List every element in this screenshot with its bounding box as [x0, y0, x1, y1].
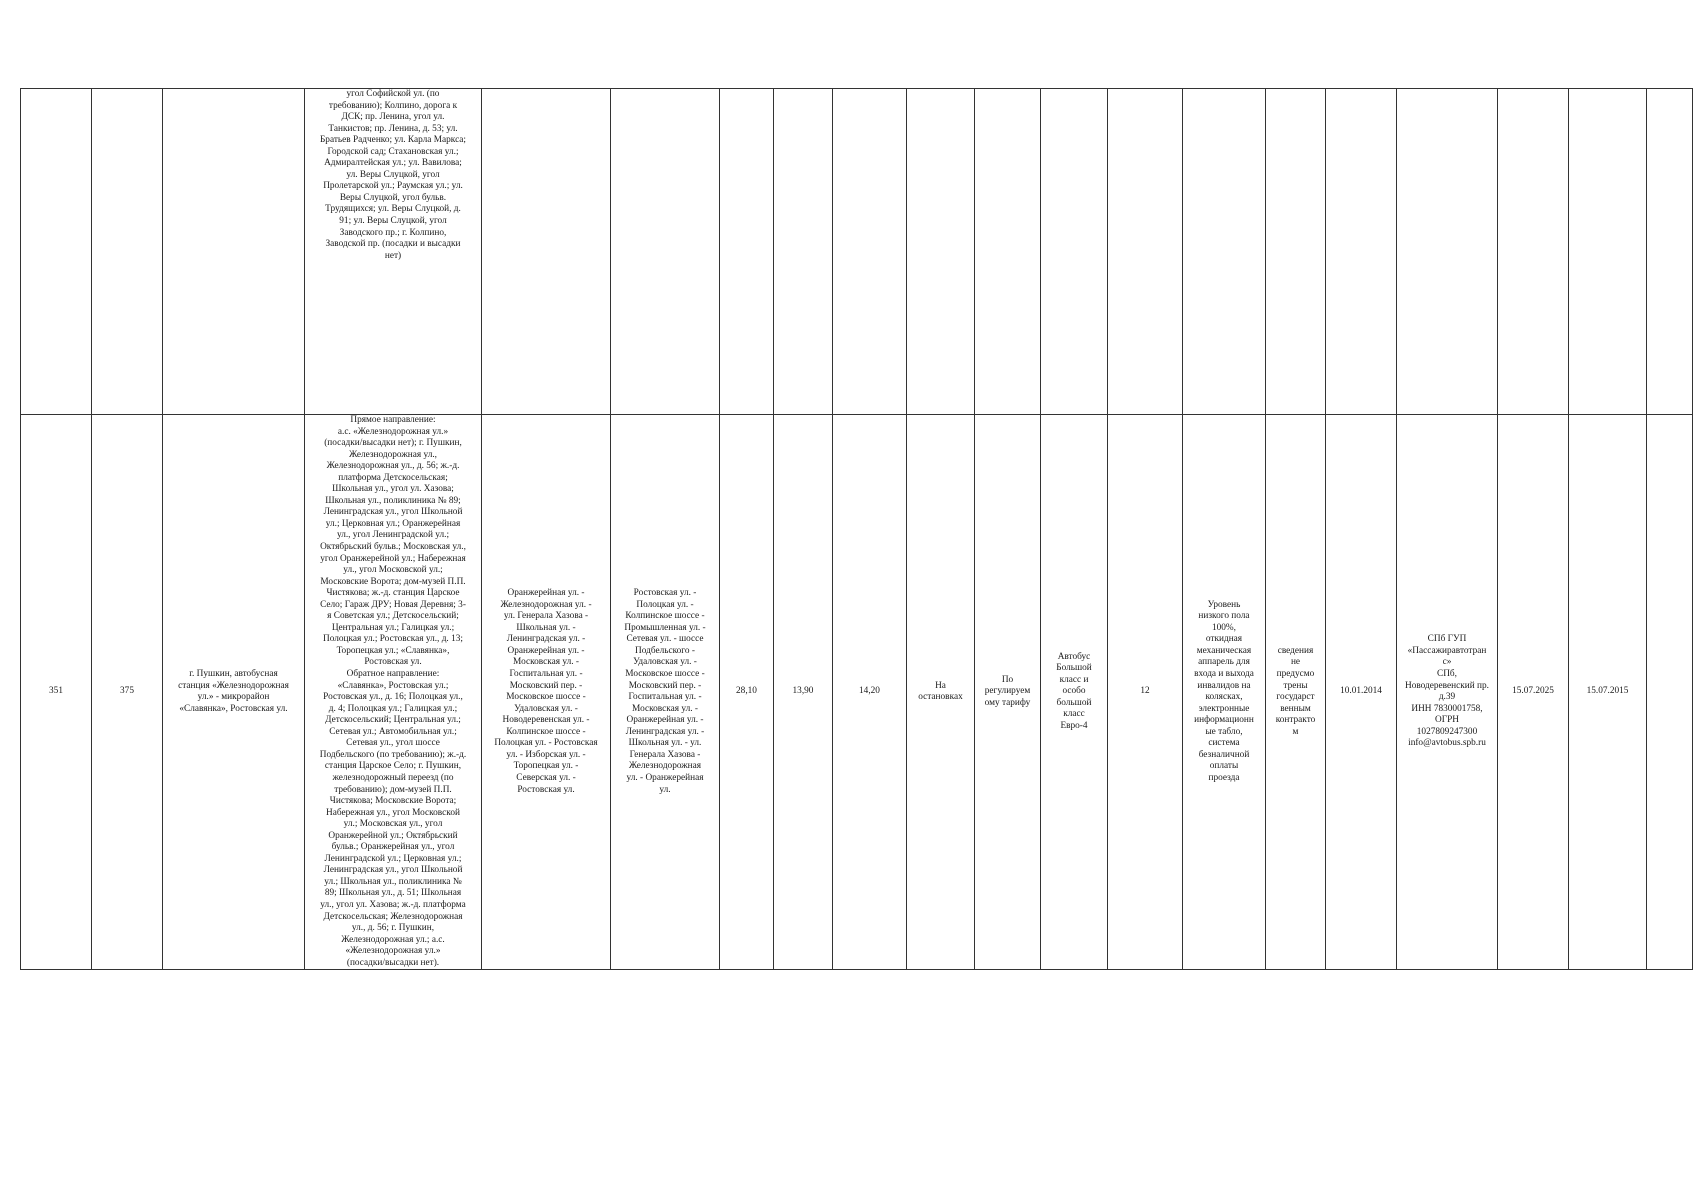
cell-empty: [774, 89, 833, 415]
carrier-cell: СПб ГУП «Пассажиравтотран с» СПб, Новодеревенский пр. д.39 ИНН 7830001758, ОГРН 1027809247300 info@avtobus.spb.ru: [1397, 415, 1498, 970]
cell-empty: [833, 89, 907, 415]
cell-empty: [611, 89, 720, 415]
length-reverse-cell: 14,20: [833, 415, 907, 970]
route-register-table: [20, 88, 1693, 970]
cell-empty: [907, 89, 975, 415]
reg-number-cell: 351: [21, 415, 92, 970]
date-cell-1: 15.07.2025: [1498, 415, 1569, 970]
cell-empty: [1041, 89, 1108, 415]
route-name-cell: г. Пушкин, автобусная станция «Железнодорожная ул.» - микрорайон «Славянка», Ростовская ул.: [163, 415, 305, 970]
cell-empty: [975, 89, 1041, 415]
streets-reverse-cell: Ростовская ул. - Полоцкая ул. - Колпинское шоссе - Промышленная ул. - Сетевая ул. - шоссе Подбельского - Удаловская ул. - Московское шоссе - Московский пер. - Госпитальная ул. - Московская ул. - Оранжерейная ул. - Ленинградская ул. - Школьная ул. - ул. Генерала Хазова - Железнодорожная ул. - Оранжерейная ул.: [611, 415, 720, 970]
cell-empty: [1108, 89, 1183, 415]
continuation-row: [21, 89, 1693, 415]
date-cell-2: 15.07.2015: [1569, 415, 1647, 970]
vehicle-count-cell: 12: [1108, 415, 1183, 970]
cell-empty: [1569, 89, 1647, 415]
stops-cell: Прямое направление: а.с. «Железнодорожная ул.» (посадки/высадки нет); г. Пушкин, Железнодорожная ул., Железнодорожная ул., д. 56; ж.-д. платформа Детскосельская; Школьная ул., угол ул. Хазова; Школьная ул., поликлиника № 89; Ленинградская ул., угол Школьной ул.; Церковная ул.; Оранжерейная ул., угол Ленинградской ул.; Октябрьский бульв.; Московская ул., угол Оранжерейной ул.; Набережная ул., угол Московской ул.; Московские Ворота; дом-музей П.П. Чистякова; ж.-д. станция Царское Село; Гараж ДРУ; Новая Деревня; 3- я Советская ул.; Детскосельский; Центральная ул.; Галицкая ул.; Полоцкая ул.; Ростовская ул., д. 13; Торопецкая ул.; «Славянка», Ростовская ул. Обратное направление: «Славянка», Ростовская ул.; Ростовская ул., д. 16; Полоцкая ул., д. 4; Полоцкая ул.; Галицкая ул.; Детскосельский; Центральная ул.; Сетевая ул.; Автомобильная ул.; Сетевая ул., угол шоссе Подбельского (по требованию); ж.-д. станция Царское Село; г. Пушкин, железнодорожный переезд (по требованию); дом-музей П.П. Чистякова; Московские Ворота; Набережная ул., угол Московской ул.; Московская ул., угол Оранжерейной ул.; Октябрьский бульв.; Оранжерейная ул., угол Ленинградской ул.; Церковная ул.; Ленинградская ул., угол Школьной ул.; Школьная ул., поликлиника № 89; Школьная ул., д. 51; Школьная ул., угол ул. Хазова; ж.-д. платформа Детскосельская; Железнодорожная ул., д. 56; г. Пушкин, Железнодорожная ул.; а.с. «Железнодорожная ул.» (посадки/высадки нет).: [305, 415, 482, 970]
boarding-cell: На остановках: [907, 415, 975, 970]
cell-empty: [482, 89, 611, 415]
stops-cell: угол Софийской ул. (по требованию); Колпино, дорога к ДСК; пр. Ленина, угол ул. Танкистов; пр. Ленина, д. 53; ул. Братьев Радченко; ул. Карла Маркса; Городской сад; Стахановская ул.; Адмиралтейская ул.; ул. Вавилова; ул. Веры Слуцкой, угол Пролетарской ул.; Раумская ул.; ул. Веры Слуцкой, угол бульв. Трудящихся; ул. Веры Слуцкой, д. 91; ул. Веры Слуцкой, угол Заводского пр.; г. Колпино, Заводской пр. (посадки и высадки нет): [305, 89, 482, 415]
cell-empty: [163, 89, 305, 415]
cell-empty: [1397, 89, 1498, 415]
contract-info-cell: сведения не предусмо трены государст венным контракто м: [1266, 415, 1326, 970]
start-date-cell: 10.01.2014: [1326, 415, 1397, 970]
cell-empty: [1647, 89, 1693, 415]
vehicles-cell: Автобус Большой класс и особо большой класс Евро-4: [1041, 415, 1108, 970]
cell-empty: [21, 89, 92, 415]
cell-empty: [1266, 89, 1326, 415]
length-forward-cell: 13,90: [774, 415, 833, 970]
cell-empty: [1183, 89, 1266, 415]
length-total-cell: 28,10: [720, 415, 774, 970]
cell-empty: [92, 89, 163, 415]
cell-empty: [720, 89, 774, 415]
cell-empty: [1326, 89, 1397, 415]
route-row: [21, 415, 1693, 970]
tariff-cell: По регулируем ому тарифу: [975, 415, 1041, 970]
route-number-cell: 375: [92, 415, 163, 970]
streets-forward-cell: Оранжерейная ул. - Железнодорожная ул. - ул. Генерала Хазова - Школьная ул. - Ленинградская ул. - Оранжерейная ул. - Московская ул. - Госпитальная ул. - Московский пер. - Московское шоссе - Удаловская ул. - Новодеревенская ул. - Колпинское шоссе - Полоцкая ул. - Ростовская ул. - Изборская ул. - Торопецкая ул. - Северская ул. - Ростовская ул.: [482, 415, 611, 970]
cell-empty: [1498, 89, 1569, 415]
characteristics-cell: Уровень низкого пола 100%, откидная механическая аппарель для входа и выхода инвалидов на колясках, электронные информационн ые табло, система безналичной оплаты проезда: [1183, 415, 1266, 970]
cell-empty: [1647, 415, 1693, 970]
